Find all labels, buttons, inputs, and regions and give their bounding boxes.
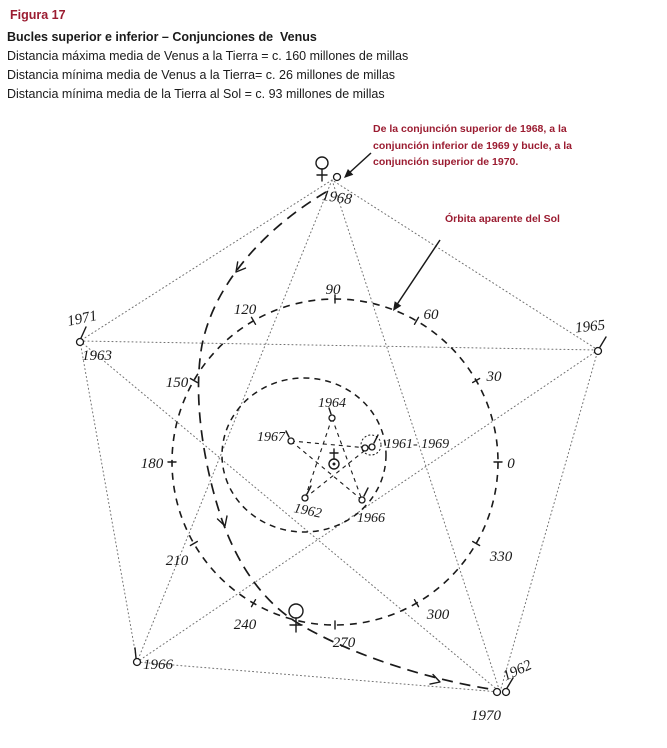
conjunction-note-line: conjunción superior de 1970. bbox=[373, 156, 519, 168]
pentagram-line bbox=[80, 341, 500, 692]
pentagon-edge bbox=[332, 180, 598, 350]
vertex-circle bbox=[494, 689, 501, 696]
inner-year-label-bottom-left: 1962 bbox=[292, 501, 323, 522]
inner-marker-circle bbox=[359, 497, 365, 503]
year-label-left-lower: 1963 bbox=[82, 348, 112, 364]
venus-path bbox=[199, 192, 496, 690]
inner-pentagram-line bbox=[291, 441, 362, 500]
inner-year-labels bbox=[257, 396, 449, 526]
arrow-head-icon bbox=[393, 301, 401, 311]
vertex-circle bbox=[134, 659, 141, 666]
inner-marker-circle bbox=[369, 444, 375, 450]
degree-label: 90 bbox=[325, 282, 341, 298]
vertex-circle bbox=[77, 339, 84, 346]
path-arrow-icon bbox=[236, 262, 246, 272]
arrow-shaft bbox=[348, 153, 371, 174]
inner-marker-1967 bbox=[286, 431, 294, 444]
vertex-circle bbox=[503, 689, 510, 696]
conjunction-marker-1968 bbox=[334, 174, 341, 181]
degree-label: 240 bbox=[233, 617, 257, 633]
conjunction-note-arrow bbox=[344, 153, 371, 178]
sun-orbit-arrow bbox=[393, 240, 440, 311]
distance-line: Distancia mínima media de la Tierra al Sol = c. 93 millones de millas bbox=[7, 87, 385, 101]
pentagram-line bbox=[137, 350, 598, 662]
year-label-right: 1965 bbox=[574, 317, 606, 337]
inner-marker-1962 bbox=[302, 486, 311, 501]
year-label-bottom-right-upper: 1962 bbox=[500, 657, 535, 685]
inner-marker-circle bbox=[288, 438, 294, 444]
figure-label: Figura 17 bbox=[10, 8, 66, 22]
inner-marker-circle bbox=[329, 415, 335, 421]
year-label-left-upper: 1971 bbox=[65, 308, 99, 330]
degree-label: 180 bbox=[140, 456, 164, 472]
degree-label: 270 bbox=[332, 635, 356, 651]
degree-label: 330 bbox=[489, 549, 513, 565]
inner-year-label-left: 1967 bbox=[257, 430, 285, 445]
pentagram-line bbox=[332, 180, 500, 692]
distance-line: Distancia mínima media de Venus a la Tierra= c. 26 millones de millas bbox=[7, 68, 396, 82]
figure-title: Bucles superior e inferior – Conjunciones de Venus bbox=[7, 30, 317, 44]
earth-icon-dot bbox=[333, 463, 335, 465]
distance-line: Distancia máxima media de Venus a la Tierra = c. 160 millones de millas bbox=[7, 49, 409, 63]
venus-icon-ring bbox=[289, 604, 303, 618]
inner-year-label-right: 1961- 1969 bbox=[385, 437, 450, 452]
vertex-marker-right bbox=[595, 337, 607, 355]
degree-label: 120 bbox=[233, 302, 257, 318]
year-label-bottom-left: 1966 bbox=[143, 657, 173, 673]
inner-year-label-top: 1964 bbox=[318, 396, 346, 411]
venus-icon bbox=[316, 157, 328, 181]
vertex-marker-left bbox=[77, 327, 87, 346]
degree-label: 30 bbox=[486, 369, 502, 385]
venus-icon bbox=[289, 604, 303, 632]
year-label-bottom-right-lower: 1970 bbox=[471, 708, 501, 724]
conjunction-note-line: De la conjunción superior de 1968, a la bbox=[373, 123, 567, 135]
inner-marker-circle bbox=[302, 495, 308, 501]
pentagon-edge bbox=[80, 341, 137, 662]
degree-label: 150 bbox=[165, 375, 189, 391]
earth-icon bbox=[329, 449, 339, 469]
inner-pentagram-line bbox=[305, 418, 332, 498]
arrow-shaft bbox=[396, 240, 440, 306]
vertex-circle bbox=[595, 348, 602, 355]
degree-labels bbox=[141, 282, 516, 651]
venus-icon-ring bbox=[316, 157, 328, 169]
inner-year-label-bottom-right: 1966 bbox=[357, 511, 385, 526]
pentagon-edge bbox=[137, 662, 500, 692]
vertex-tick bbox=[600, 337, 606, 347]
degree-label: 300 bbox=[426, 607, 450, 623]
vertex-marker-bottom-left bbox=[134, 648, 141, 666]
inner-marker-1961-1969 bbox=[361, 435, 381, 455]
inner-marker-tick bbox=[286, 431, 289, 437]
pentagon-edge bbox=[500, 350, 598, 692]
inner-pentagram-line bbox=[291, 441, 368, 448]
inner-marker-tick bbox=[364, 488, 368, 496]
pentagram-line bbox=[80, 341, 598, 350]
vertex-tick bbox=[81, 327, 86, 338]
pentagon-edge bbox=[80, 180, 332, 341]
inner-pentagram-line bbox=[305, 448, 368, 498]
inner-pentagram bbox=[291, 418, 368, 500]
sun-orbit-label: Órbita aparente del Sol bbox=[445, 213, 560, 225]
inner-marker-tick bbox=[374, 435, 378, 443]
vertex-tick bbox=[135, 648, 136, 658]
inner-marker-circle bbox=[362, 445, 368, 451]
conjunction-note-line: conjunción inferior de 1969 y bucle, a la bbox=[373, 140, 572, 152]
year-label-top: 1968 bbox=[320, 187, 353, 209]
degree-label: 60 bbox=[423, 307, 439, 323]
degree-label: 210 bbox=[165, 553, 189, 569]
degree-tick-210 bbox=[190, 542, 197, 546]
degree-label: 0 bbox=[507, 456, 515, 472]
